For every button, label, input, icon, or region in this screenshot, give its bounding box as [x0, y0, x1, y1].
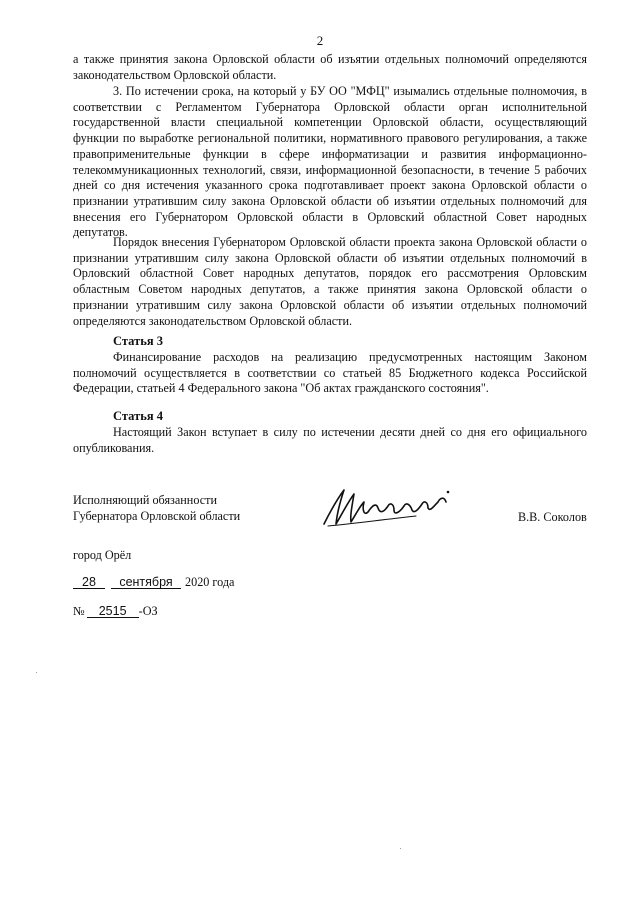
scan-speck — [36, 672, 37, 673]
signatory-name: В.В. Соколов — [518, 510, 587, 524]
law-number-line — [73, 604, 158, 619]
number-sign: № — [73, 604, 85, 618]
law-number-suffix: -ОЗ — [138, 604, 158, 618]
paragraph-text: Порядок внесения Губернатором Орловской области проекта закона Орловской области о признании утратившим силу закона Орловской области об изъятии отдельных полномочий в Орловский областной Совет народных депутатов, порядок его рассмотрения Орловским областным Советом народных депутатов, а также принятия закона Орловской области о признании утратившим силу закона Орловской области об изъятии отдельных полномочий определяются законодательством Орловской области. — [73, 235, 587, 328]
paragraph-text: Финансирование расходов на реализацию предусмотренных настоящим Законом полномочий осуществляется в соответствии со статьей 85 Бюджетного кодекса Российской Федерации, статьей 4 Федерального закона "Об актах гражданского состояния". — [73, 350, 587, 396]
date-day: 28 — [73, 576, 105, 589]
city-line: город Орёл — [73, 548, 132, 562]
date-line — [73, 575, 234, 590]
article-3-title: Статья 3 — [113, 334, 163, 348]
signatory-role-line-1: Исполняющий обязанности — [73, 493, 217, 507]
date-month: сентября — [111, 576, 181, 589]
handwritten-signature — [320, 484, 455, 528]
paragraph-procedure — [73, 235, 587, 329]
signatory-role-line-2: Губернатора Орловской области — [73, 509, 241, 523]
signatory-role — [73, 492, 240, 524]
paragraph-text: Настоящий Закон вступает в силу по истечении десяти дней со дня его официального опубликования. — [73, 425, 587, 455]
article-4-title: Статья 4 — [113, 409, 163, 423]
paragraph-text: 3. По истечении срока, на который у БУ ОО "МФЦ" изымались отдельные полномочия, в соответствии с Регламентом Губернатора Орловской области орган исполнительной государственной власти специальной компетенции Орловской области, осуществляющий функции по выработке региональной политики, нормативного правового регулирования, а также правоприменительные функции в сфере информатизации и развития информационно-телекоммуникационных технологий, связи, информационной безопасности, в течение 5 рабочих дней со дня истечения указанного срока подготавливает проект закона Орловской области о признании утратившим силу закона Орловской области об изъятии отдельных полномочий для внесения его Губернатором Орловской области в Орловский областной Совет народных депутатов. — [73, 84, 587, 240]
scan-speck — [400, 848, 401, 849]
law-number: 2515 — [87, 605, 139, 618]
page-number: 2 — [316, 33, 324, 48]
article-3-body — [73, 350, 587, 397]
paragraph-item-3 — [73, 84, 587, 241]
paragraph-text: а также принятия закона Орловской области об изъятии отдельных полномочий определяются законодательством Орловской области. — [73, 52, 587, 82]
paragraph-continuation — [73, 52, 587, 83]
article-4-body — [73, 425, 587, 456]
date-year: 2020 года — [185, 575, 235, 589]
